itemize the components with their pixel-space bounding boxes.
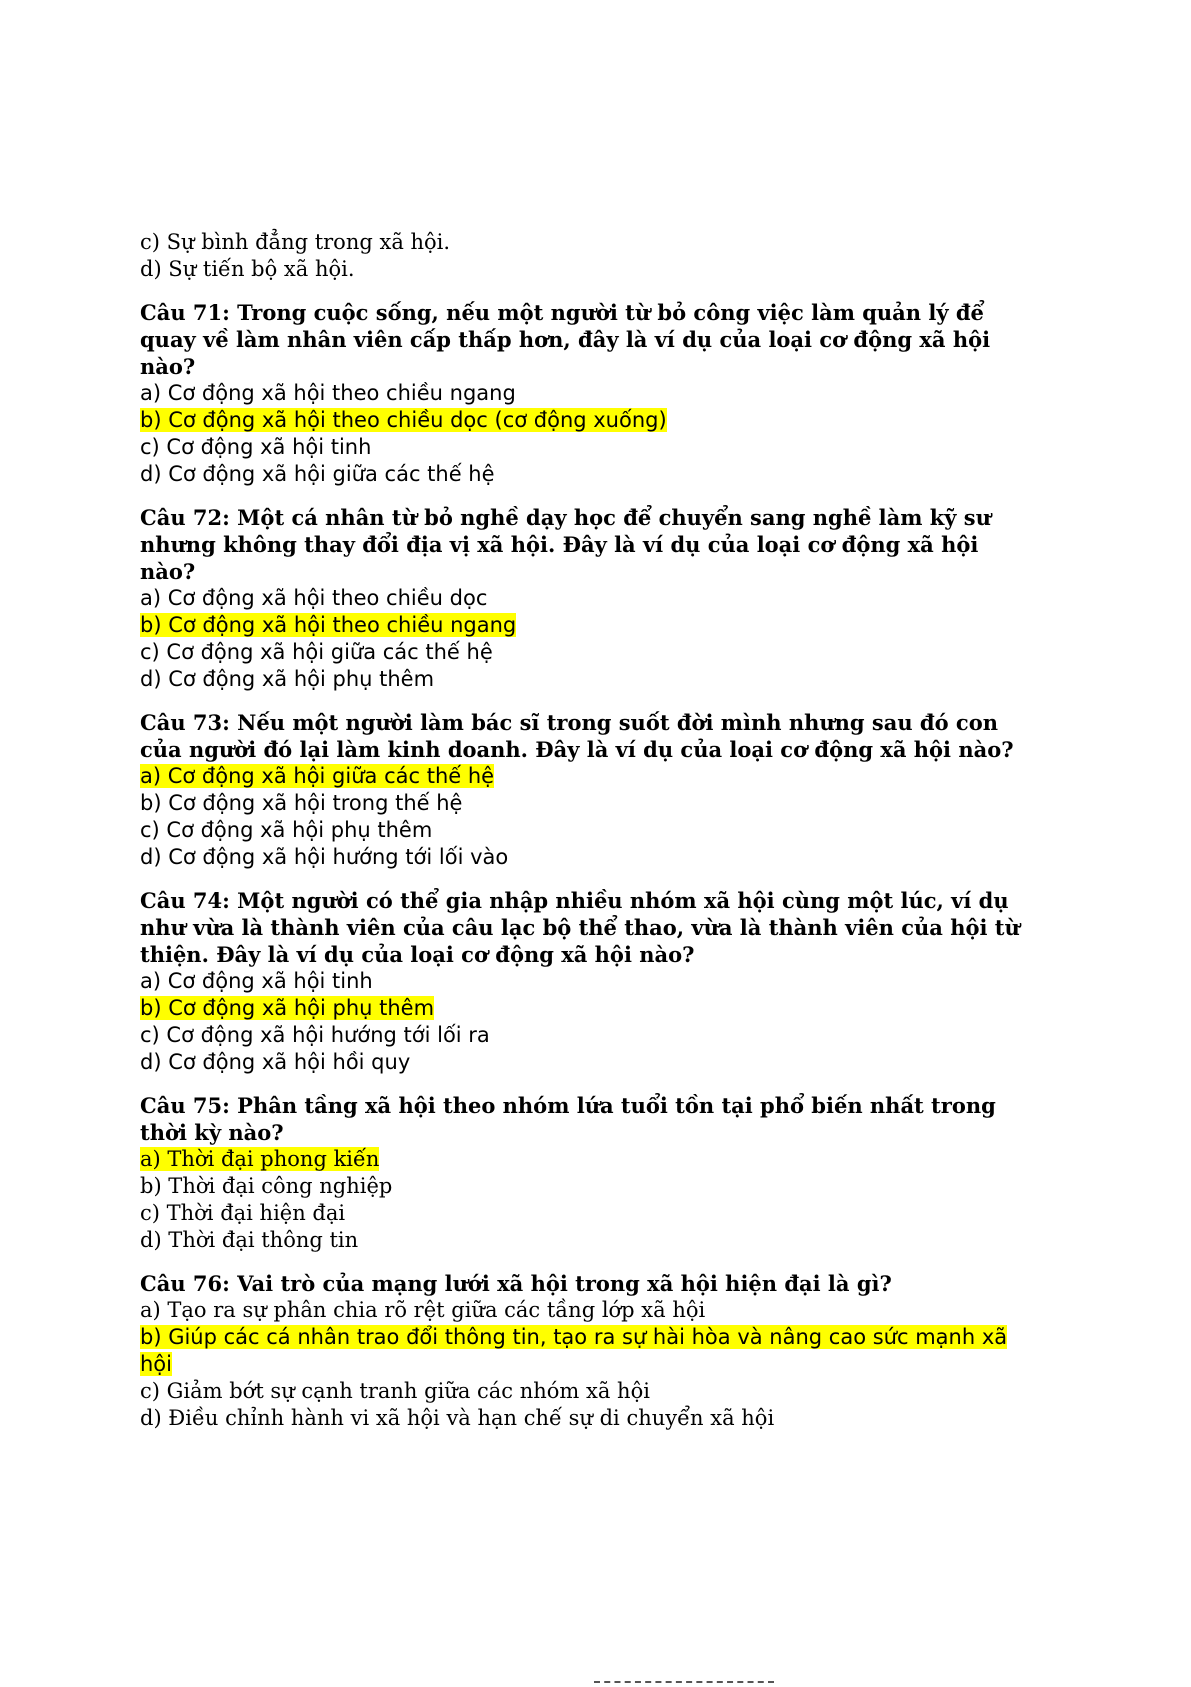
question-text-73 [140,709,1050,763]
answer-option-c [140,817,1050,844]
answer-option-a-correct [140,763,1050,790]
highlighted-answer-text: b) Cơ động xã hội theo chiều dọc (cơ động xuống) [140,408,667,432]
answer-option-b [140,1173,1050,1200]
highlighted-answer-text: hội [140,1352,172,1376]
answer-text: c) Giảm bớt sự cạnh tranh giữa các nhóm xã hội [140,1379,650,1403]
page-footer-divider [594,1681,774,1687]
answer-text: d) Cơ động xã hội giữa các thế hệ [140,462,495,486]
question-block-71 [140,299,1050,488]
answer-text: d) Cơ động xã hội hồi quy [140,1050,411,1074]
answer-text: a) Tạo ra sự phân chia rõ rệt giữa các tầng lớp xã hội [140,1298,706,1322]
question-line: Câu 71: Trong cuộc sống, nếu một người từ bỏ công việc làm quản lý để [140,300,984,325]
answer-option-d [140,461,1050,488]
answer-text: a) Cơ động xã hội theo chiều dọc [140,586,488,610]
question-line: nào? [140,354,196,379]
answer-option-a-correct [140,1146,1050,1173]
highlighted-answer-text: a) Thời đại phong kiến [140,1147,380,1171]
question-line: nào? [140,559,196,584]
highlighted-answer-text: b) Giúp các cá nhân trao đổi thông tin, tạo ra sự hài hòa và nâng cao sức mạnh xã [140,1325,1008,1349]
question-text-74 [140,887,1050,968]
answer-option-c [140,1378,1050,1405]
answer-text: b) Cơ động xã hội trong thế hệ [140,791,463,815]
answer-text: b) Thời đại công nghiệp [140,1174,393,1198]
answer-option-c [140,434,1050,461]
question-line: nhưng không thay đổi địa vị xã hội. Đây là ví dụ của loại cơ động xã hội [140,532,979,557]
question-line: Câu 73: Nếu một người làm bác sĩ trong suốt đời mình nhưng sau đó con [140,710,998,735]
highlighted-answer-text: a) Cơ động xã hội giữa các thế hệ [140,764,495,788]
answer-option-a [140,380,1050,407]
question-line: Câu 76: Vai trò của mạng lưới xã hội trong xã hội hiện đại là gì? [140,1271,892,1296]
answer-option-d [140,844,1050,871]
answer-text: a) Cơ động xã hội tinh [140,969,373,993]
question-text-71 [140,299,1050,380]
answer-text: d) Cơ động xã hội phụ thêm [140,667,435,691]
answer-text: d) Cơ động xã hội hướng tới lối vào [140,845,509,869]
question-text-75 [140,1092,1050,1146]
question-line: quay về làm nhân viên cấp thấp hơn, đây là ví dụ của loại cơ động xã hội [140,327,991,352]
question-line: của người đó lại làm kinh doanh. Đây là ví dụ của loại cơ động xã hội nào? [140,737,1014,762]
answer-option-c [140,1022,1050,1049]
continued-answer-list [140,229,1050,283]
answer-option-d [140,1405,1050,1432]
question-block-76 [140,1270,1050,1432]
question-block-73 [140,709,1050,871]
answer-line: c) Sự bình đẳng trong xã hội. [140,230,451,254]
answer-option-b-correct [140,407,1050,434]
question-line: thiện. Đây là ví dụ của loại cơ động xã hội nào? [140,942,695,967]
answer-option-c [140,639,1050,666]
answer-text: d) Thời đại thông tin [140,1228,359,1252]
answer-option-d [140,1227,1050,1254]
answer-option-a [140,968,1050,995]
answer-option-b-correct-continued [140,1351,1050,1378]
highlighted-answer-text: b) Cơ động xã hội phụ thêm [140,996,435,1020]
document-page [140,229,1050,1432]
question-block-72 [140,504,1050,693]
answer-text: a) Cơ động xã hội theo chiều ngang [140,381,516,405]
answer-text: c) Cơ động xã hội hướng tới lối ra [140,1023,490,1047]
answer-option-a [140,585,1050,612]
question-line: như vừa là thành viên của câu lạc bộ thể thao, vừa là thành viên của hội từ [140,915,1020,940]
question-line: Câu 75: Phân tầng xã hội theo nhóm lứa tuổi tồn tại phổ biến nhất trong [140,1093,996,1118]
question-text-76 [140,1270,1050,1297]
answer-line: d) Sự tiến bộ xã hội. [140,257,355,281]
highlighted-answer-text: b) Cơ động xã hội theo chiều ngang [140,613,517,637]
answer-option-b [140,790,1050,817]
question-text-72 [140,504,1050,585]
question-block-75 [140,1092,1050,1254]
answer-option-b-correct [140,1324,1050,1351]
answer-text: d) Điều chỉnh hành vi xã hội và hạn chế sự di chuyển xã hội [140,1406,775,1430]
answer-option-c [140,1200,1050,1227]
question-block-74 [140,887,1050,1076]
answer-text: c) Thời đại hiện đại [140,1201,346,1225]
question-line: thời kỳ nào? [140,1120,284,1145]
answer-text: c) Cơ động xã hội giữa các thế hệ [140,640,493,664]
question-line: Câu 74: Một người có thể gia nhập nhiều nhóm xã hội cùng một lúc, ví dụ [140,888,1009,913]
question-line: Câu 72: Một cá nhân từ bỏ nghề dạy học để chuyển sang nghề làm kỹ sư [140,505,991,530]
answer-option-d [140,666,1050,693]
answer-option-b-correct [140,995,1050,1022]
answer-option-d [140,1049,1050,1076]
answer-option-a [140,1297,1050,1324]
answer-option-b-correct [140,612,1050,639]
answer-text: c) Cơ động xã hội phụ thêm [140,818,433,842]
answer-text: c) Cơ động xã hội tinh [140,435,372,459]
